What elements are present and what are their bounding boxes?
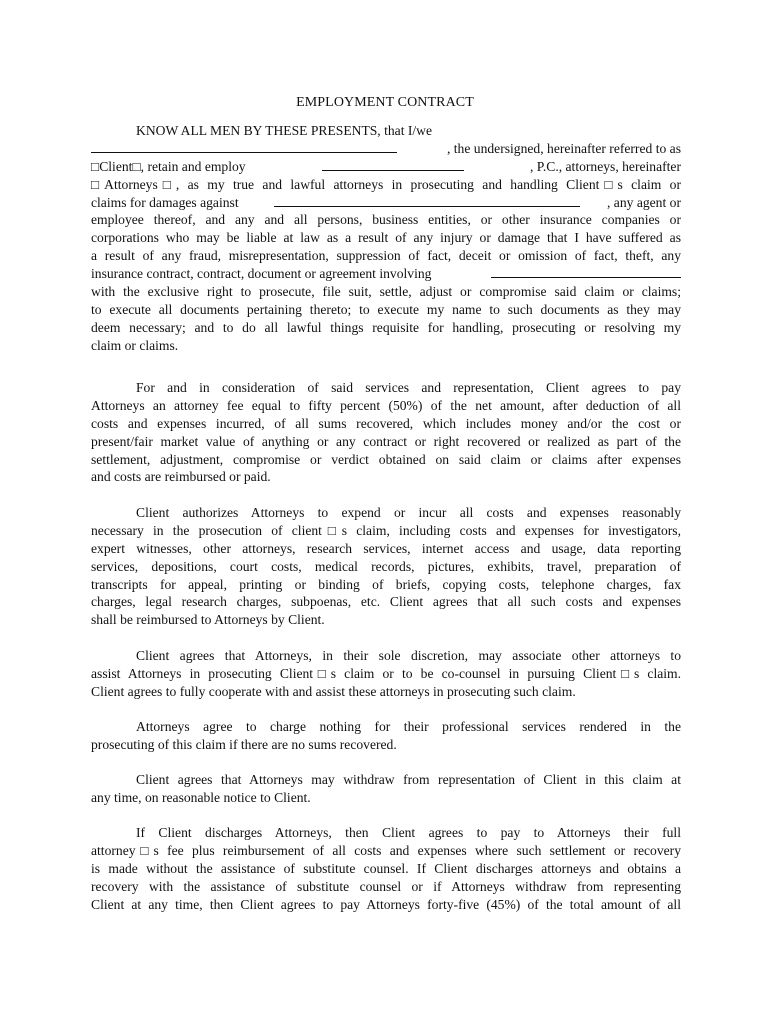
text-fragment: insurance contract, contract, document or agreement involving — [91, 266, 432, 282]
text-line: expert witnesses, other attorneys, research services, internet access and usage, data reporting — [91, 540, 681, 556]
text-line: transcripts for appeal, printing or binding of briefs, copying costs, telephone charges, fax — [91, 576, 681, 592]
paragraph-costs-expenses — [91, 504, 681, 629]
text-fragment: □Client□, retain and employ — [91, 158, 246, 174]
text-line: KNOW ALL MEN BY THESE PRESENTS, that I/we — [136, 123, 433, 138]
text-fragment: claims for damages against — [91, 194, 239, 210]
text-line: a result of any fraud, misrepresentation, suppression of fact, deceit or omission of fact, theft, any — [91, 248, 681, 264]
text-line: For and in consideration of said services and representation, Client agrees to pay — [136, 380, 681, 395]
text-fragment: , the undersigned, hereinafter referred to as — [446, 140, 681, 156]
text-line: settlement, adjustment, compromise or verdict obtained on said claim or claims after expenses — [91, 451, 681, 467]
text-line: Client authorizes Attorneys to expend or incur all costs and expenses reasonably — [136, 505, 681, 520]
text-line: charges, legal research charges, subpoenas, etc. Client agrees that all such costs and expenses — [91, 594, 681, 610]
text-line: present/fair market value of anything or any contract or right recovered or realized as part of the — [91, 433, 681, 449]
text-line: services, depositions, court costs, medical records, pictures, exhibits, travel, preparation of — [91, 558, 681, 574]
text-fragment: , P.C., attorneys, hereinafter — [530, 158, 681, 174]
text-fragment: , any agent or — [607, 194, 681, 210]
text-line: Client at any time, then Client agrees to pay Attorneys forty-five (45%) of the total amount of all — [91, 896, 681, 912]
text-line — [91, 158, 681, 176]
text-line: □Attorneys□, as my true and lawful attorneys in prosecuting and handling Client□s claim or — [91, 176, 681, 192]
text-line — [91, 265, 681, 283]
document-title: EMPLOYMENT CONTRACT — [296, 95, 474, 110]
fill-in-blank-client-name[interactable] — [91, 140, 397, 153]
paragraph-withdrawal — [91, 771, 681, 807]
paragraph-know-all-men — [91, 122, 681, 355]
text-line: with the exclusive right to prosecute, file suit, settle, adjust or compromise said claim or claims; — [91, 284, 681, 300]
text-line: costs and expenses incurred, of all sums recovered, which includes money and/or the cost or — [91, 415, 681, 431]
text-line: Client agrees that Attorneys, in their sole discretion, may associate other attorneys to — [136, 648, 681, 663]
text-line — [91, 140, 681, 158]
text-line: recovery with the assistance of substitute counsel or if Attorneys withdraw from representing — [91, 878, 681, 894]
text-line: Attorneys an attorney fee equal to fifty percent (50%) of the net amount, after deduction of all — [91, 397, 681, 413]
text-line: is made without the assistance of substitute counsel. If Client discharges attorneys and obtains a — [91, 860, 681, 876]
text-line: shall be reimbursed to Attorneys by Client. — [91, 612, 325, 628]
text-line: Client agrees that Attorneys may withdraw from representation of Client in this claim at — [136, 772, 681, 787]
text-line: prosecuting of this claim if there are no sums recovered. — [91, 736, 397, 752]
paragraph-associate-attorneys — [91, 647, 681, 701]
text-line: necessary in the prosecution of client□s claim, including costs and expenses for investigators, — [91, 522, 681, 538]
paragraph-attorney-fee — [91, 379, 681, 486]
text-line — [91, 194, 681, 212]
text-line: claim or claims. — [91, 337, 179, 353]
text-line: assist Attorneys in prosecuting Client□s claim or to be co-counsel in pursuing Client□s claim. — [91, 665, 681, 681]
fill-in-blank-subject[interactable] — [491, 265, 681, 278]
text-line: attorney□s fee plus reimbursement of all costs and expenses where such settlement or recovery — [91, 842, 681, 858]
fill-in-blank-firm-name[interactable] — [322, 158, 464, 171]
text-line: deem necessary; and to do all lawful things requisite for handling, prosecuting or resolving my — [91, 319, 681, 335]
text-line: to execute all documents pertaining thereto; to execute my name to such documents as they may — [91, 301, 681, 317]
text-line: Client agrees to fully cooperate with and assist these attorneys in prosecuting such claim. — [91, 683, 576, 699]
paragraph-no-recovery — [91, 718, 681, 754]
paragraph-discharge — [91, 824, 681, 913]
text-line: and costs are reimbursed or paid. — [91, 469, 271, 485]
text-line: any time, on reasonable notice to Client. — [91, 789, 311, 805]
text-line: If Client discharges Attorneys, then Client agrees to pay to Attorneys their full — [136, 825, 681, 840]
fill-in-blank-defendant[interactable] — [274, 194, 580, 207]
text-line: corporations who may be liable at law as a result of any injury or damage that I have suffered as — [91, 230, 681, 246]
text-line: employee thereof, and any and all persons, business entities, or other insurance companies or — [91, 212, 681, 228]
text-line: Attorneys agree to charge nothing for their professional services rendered in the — [136, 719, 681, 734]
